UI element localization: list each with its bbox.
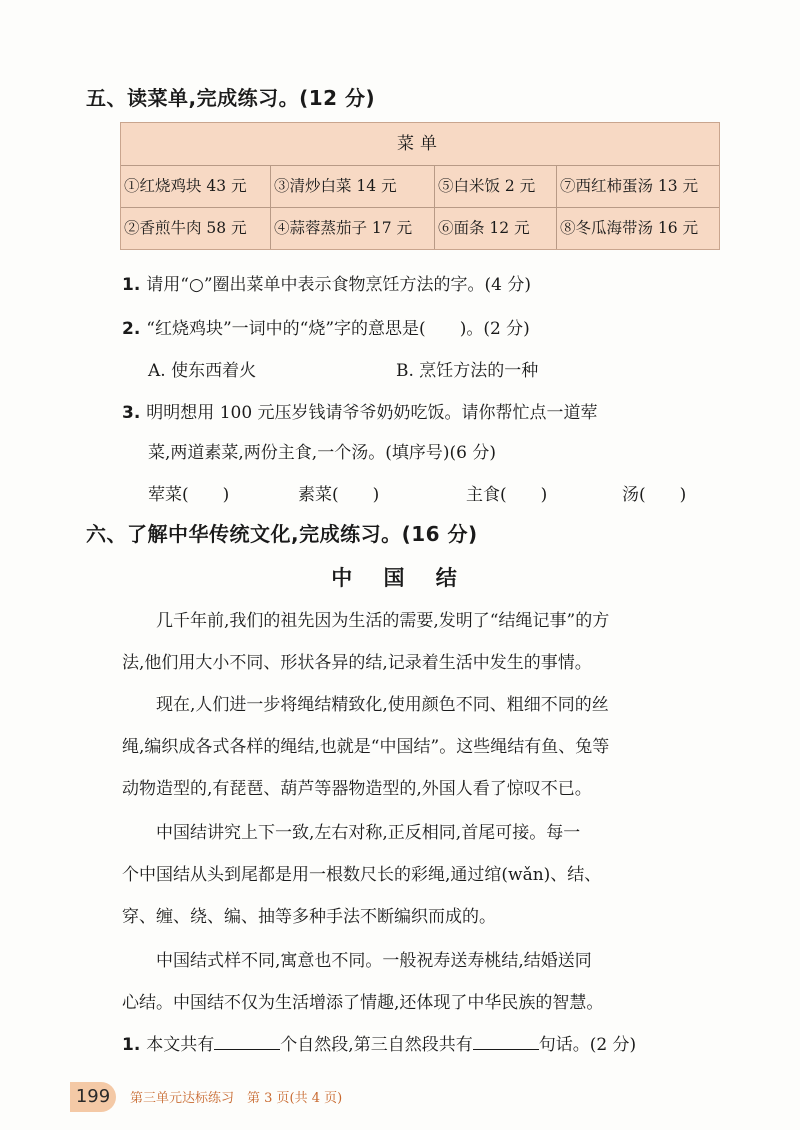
article-line: 法,他们用大小不同、形状各异的结,记录着生活中发生的事情。 [122,653,592,673]
fill-staple: 主食( ) [466,485,548,505]
menu-item: ⑤白米饭 2 元 [435,166,557,208]
question-number: 2. [122,319,141,339]
menu-item: ④蒜蓉蒸茄子 17 元 [271,208,435,249]
page-number: 199 [70,1082,116,1112]
question-5-3 [122,398,598,423]
menu-item: ⑥面条 12 元 [435,208,557,249]
question-text: “红烧鸡块”一词中的“烧”字的意思是( )。(2 分) [146,319,530,339]
question-5-2 [122,314,530,339]
question-text-part2: 个自然段,第三自然段共有 [280,1035,473,1055]
section-6-title: 六、了解中华传统文化,完成练习。(16 分) [86,522,478,546]
question-number: 1. [122,1035,141,1055]
question-number: 3. [122,403,141,423]
option-a: A. 使东西着火 [148,361,257,381]
article-line: 绳,编织成各式各样的绳结,也就是“中国结”。这些绳结有鱼、兔等 [122,737,610,757]
answer-blank[interactable] [214,1031,280,1050]
article-line: 中国结讲究上下一致,左右对称,正反相同,首尾可接。每一 [122,823,581,843]
menu-item: ③清炒白菜 14 元 [271,166,435,208]
question-6-1 [122,1030,636,1055]
menu-item: ⑦西红柿蛋汤 13 元 [557,166,719,208]
question-5-1 [122,270,531,295]
footer-text: 第三单元达标练习 第 3 页(共 4 页) [130,1091,343,1106]
article-line: 几千年前,我们的祖先因为生活的需要,发明了“结绳记事”的方 [122,611,610,631]
menu-table [120,122,720,250]
menu-item: ⑧冬瓜海带汤 16 元 [560,219,699,237]
menu-header: 菜单 [121,123,719,166]
article-line: 中国结式样不同,寓意也不同。一般祝寿送寿桃结,结婚送同 [122,951,592,971]
article-line: 动物造型的,有琵琶、葫芦等器物造型的,外国人看了惊叹不已。 [122,779,592,799]
fill-meat-dish: 荤菜( ) [148,485,230,505]
menu-item: ①红烧鸡块 43 元 [121,166,271,208]
section-5-title: 五、读菜单,完成练习。(12 分) [86,86,376,110]
question-text: 明明想用 100 元压岁钱请爷爷奶奶吃饭。请你帮忙点一道荤 [146,403,598,423]
article-title: 中 国 结 [331,566,469,590]
article-line: 心结。中国结不仅为生活增添了情趣,还体现了中华民族的智慧。 [122,993,604,1013]
question-text: 请用“○”圈出菜单中表示食物烹饪方法的字。(4 分) [146,275,531,295]
question-text-part1: 本文共有 [146,1035,215,1055]
article-line: 现在,人们进一步将绳结精致化,使用颜色不同、粗细不同的丝 [122,695,609,715]
answer-blank[interactable] [473,1031,539,1050]
question-text-part3: 句话。(2 分) [538,1035,637,1055]
menu-item: ②香煎牛肉 58 元 [121,208,271,249]
question-number: 1. [122,275,141,295]
fill-veg-dish: 素菜( ) [298,485,380,505]
fill-soup: 汤( ) [622,485,687,505]
option-b: B. 烹饪方法的一种 [396,361,539,381]
question-5-3-line2: 菜,两道素菜,两份主食,一个汤。(填序号)(6 分) [148,443,496,463]
article-line: 穿、缠、绕、编、抽等多种手法不断编织而成的。 [122,907,496,927]
article-line: 个中国结从头到尾都是用一根数尺长的彩绳,通过绾(wǎn)、结、 [122,865,602,885]
